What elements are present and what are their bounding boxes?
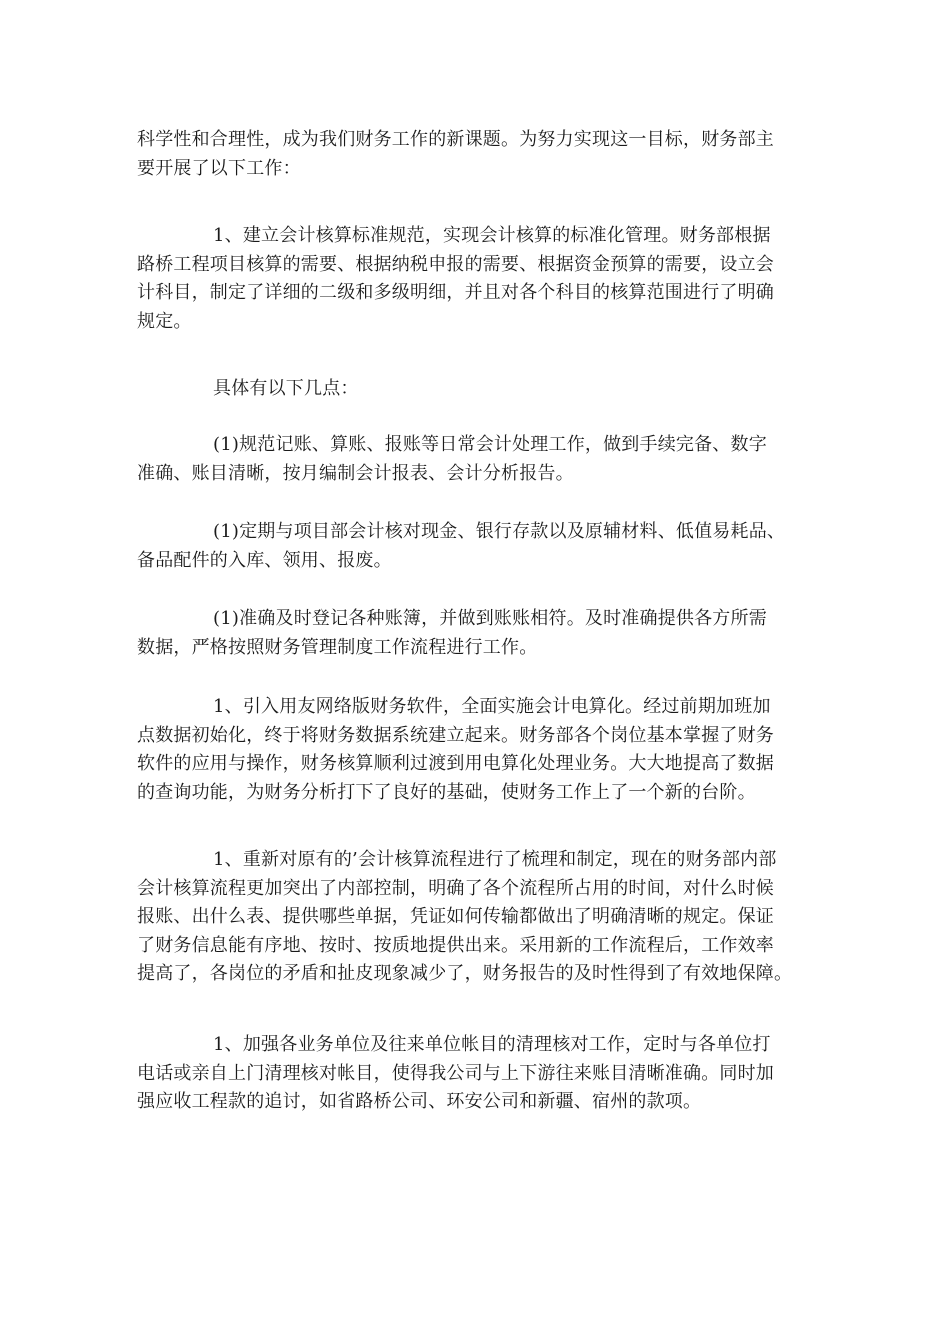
text-line: 提高了，各岗位的矛盾和扯皮现象减少了，财务报告的及时性得到了有效地保障。 — [137, 963, 793, 985]
paragraph-item-1 — [137, 222, 774, 336]
text-line: 电话或亲自上门清理核对帐目，使得我公司与上下游往来账目清晰准确。同时加 — [137, 1062, 774, 1084]
paragraph-point-b — [137, 518, 785, 575]
text-line: 1、引入用友网络版财务软件，全面实施会计电算化。经过前期加班加 — [213, 696, 771, 717]
text-line: 1、重新对原有的’会计核算流程进行了梳理和制定，现在的财务部内部 — [213, 849, 777, 870]
text-line: 的查询功能，为财务分析打下了良好的基础，使财务工作上了一个新的台阶。 — [137, 781, 756, 803]
text-line: 路桥工程项目核算的需要、根据纳税申报的需要、根据资金预算的需要，设立会 — [137, 253, 774, 275]
text-line: (1)规范记账、算账、报账等日常会计处理工作，做到手续完备、数字 — [213, 434, 767, 455]
text-line: 要开展了以下工作： — [137, 157, 301, 179]
text-line: 会计核算流程更加突出了内部控制，明确了各个流程所占用的时间，对什么时候 — [137, 877, 774, 899]
text-line: 强应收工程款的追讨，如省路桥公司、环安公司和新疆、宿州的款项。 — [137, 1091, 702, 1113]
text-line: 具体有以下几点： — [213, 378, 359, 399]
text-line: 点数据初始化，终于将财务数据系统建立起来。财务部各个岗位基本掌握了财务 — [137, 724, 774, 746]
text-line: 规定。 — [137, 310, 192, 332]
paragraph-item-software — [137, 693, 774, 807]
text-line: 报账、出什么表、提供哪些单据，凭证如何传输都做出了明确清晰的规定。保证 — [137, 906, 774, 928]
text-line: (1)准确及时登记各种账簿，并做到账账相符。及时准确提供各方所需 — [213, 608, 767, 629]
text-line: 1、建立会计核算标准规范，实现会计核算的标准化管理。财务部根据 — [213, 225, 771, 246]
text-line: 数据，严格按照财务管理制度工作流程进行工作。 — [137, 636, 538, 658]
text-line: 计科目，制定了详细的二级和多级明细，并且对各个科目的核算范围进行了明确 — [137, 282, 774, 304]
paragraph-points-intro — [137, 375, 359, 404]
text-line: 软件的应用与操作，财务核算顺利过渡到用电算化处理业务。大大地提高了数据 — [137, 753, 774, 775]
paragraph-point-c — [137, 605, 767, 662]
text-line: 备品配件的入库、领用、报废。 — [137, 549, 392, 571]
text-line: (1)定期与项目部会计核对现金、银行存款以及原辅材料、低值易耗品、 — [213, 521, 786, 542]
text-line: 1、加强各业务单位及往来单位帐目的清理核对工作，定时与各单位打 — [213, 1034, 771, 1055]
paragraph-item-accounts — [137, 1031, 774, 1117]
text-line: 准确、账目清晰，按月编制会计报表、会计分析报告。 — [137, 462, 574, 484]
paragraph-intro — [137, 126, 774, 183]
paragraph-point-a — [137, 431, 767, 488]
text-line: 了财务信息能有序地、按时、按质地提供出来。采用新的工作流程后，工作效率 — [137, 934, 774, 956]
paragraph-item-process — [137, 846, 792, 989]
text-line: 科学性和合理性，成为我们财务工作的新课题。为努力实现这一目标，财务部主 — [137, 129, 774, 150]
